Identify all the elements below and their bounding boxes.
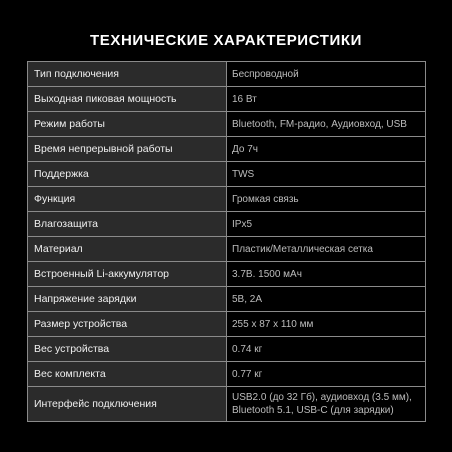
spec-key: Встроенный Li-аккумулятор — [28, 262, 227, 287]
table-row — [28, 62, 426, 87]
spec-value: До 7ч — [227, 137, 426, 162]
spec-value: USB2.0 (до 32 Гб), аудиовход (3.5 мм), Bluetooth 5.1, USB-C (для зарядки) — [227, 387, 426, 422]
spec-value: Bluetooth, FM-радио, Аудиовход, USB — [227, 112, 426, 137]
spec-value: 255 x 87 x 110 мм — [227, 312, 426, 337]
table-row — [28, 212, 426, 237]
spec-key: Функция — [28, 187, 227, 212]
spec-key: Вес устройства — [28, 337, 227, 362]
spec-key: Поддержка — [28, 162, 227, 187]
spec-key: Материал — [28, 237, 227, 262]
table-row — [28, 237, 426, 262]
specifications-table — [27, 61, 426, 422]
table-row — [28, 387, 426, 422]
spec-value: IPx5 — [227, 212, 426, 237]
spec-value: 3.7В. 1500 мАч — [227, 262, 426, 287]
spec-value: 0.77 кг — [227, 362, 426, 387]
page-title: ТЕХНИЧЕСКИЕ ХАРАКТЕРИСТИКИ — [89, 32, 363, 49]
spec-key: Вес комплекта — [28, 362, 227, 387]
table-row — [28, 287, 426, 312]
spec-key: Режим работы — [28, 112, 227, 137]
table-row — [28, 87, 426, 112]
table-row — [28, 337, 426, 362]
spec-value: Беспроводной — [227, 62, 426, 87]
table-row — [28, 112, 426, 137]
spec-key: Время непрерывной работы — [28, 137, 227, 162]
table-row — [28, 187, 426, 212]
spec-key: Тип подключения — [28, 62, 227, 87]
spec-key: Интерфейс подключения — [28, 387, 227, 422]
spec-value: 16 Вт — [227, 87, 426, 112]
table-row — [28, 262, 426, 287]
spec-key: Влагозащита — [28, 212, 227, 237]
table-row — [28, 362, 426, 387]
table-row — [28, 137, 426, 162]
table-row — [28, 162, 426, 187]
spec-key: Размер устройства — [28, 312, 227, 337]
spec-key: Выходная пиковая мощность — [28, 87, 227, 112]
spec-key: Напряжение зарядки — [28, 287, 227, 312]
spec-value: 0.74 кг — [227, 337, 426, 362]
spec-value: 5В, 2А — [227, 287, 426, 312]
spec-value: Громкая связь — [227, 187, 426, 212]
spec-value: Пластик/Металлическая сетка — [227, 237, 426, 262]
spec-value: TWS — [227, 162, 426, 187]
table-row — [28, 312, 426, 337]
